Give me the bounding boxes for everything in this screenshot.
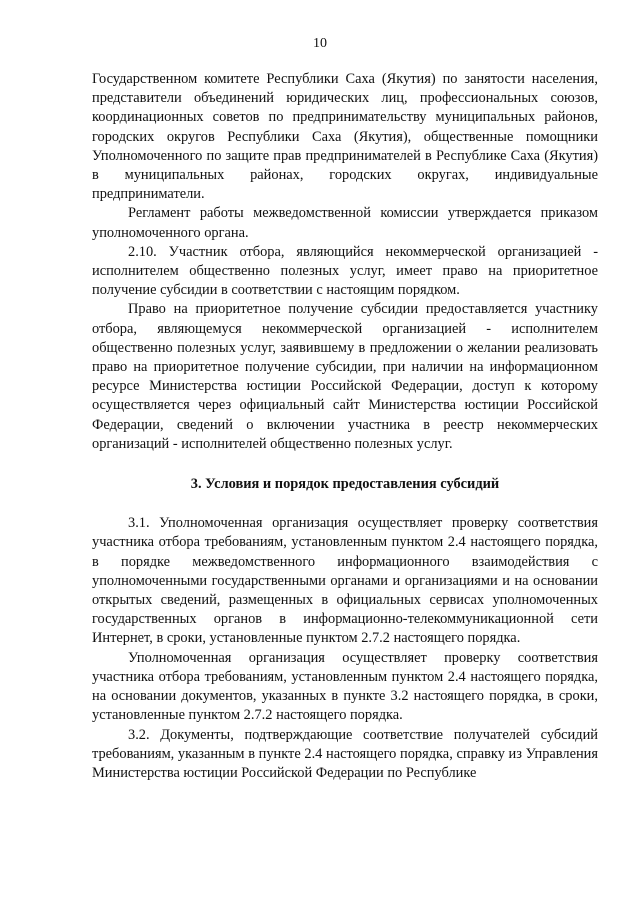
paragraph-verification: Уполномоченная организация осуществляет проверку соответствия участника отбора требованиям, установленным пунктом 2.4 настоящего порядка, на основании документов, указанных в пункте 3.2 настоящего порядка, в сроки, установленные пунктом 2.7.2 настоящего порядка. xyxy=(92,649,598,724)
paragraph-continuation: Государственном комитете Республики Саха (Якутия) по занятости населения, представители объединений юридических лиц, профессиональных союзов, координационных советов по предпринимательству муниципальных районов, городских округов Республики Саха (Якутия), общественные помощники Уполномоченного по защите прав предпринимателей в Республике Саха (Якутия) в муниципальных районах, городских округах, индивидуальные предприниматели. xyxy=(92,71,598,203)
paragraph-commission-regulations: Регламент работы межведомственной комиссии утверждается приказом уполномоченного органа. xyxy=(92,205,598,241)
paragraph-priority-right: Право на приоритетное получение субсидии предоставляется участнику отбора, являющемуся некоммерческой организацией - исполнителем общественно полезных услуг, заявившему в предложении о желании реализовать право на приоритетное получение субсидии, при наличии на информационном ресурсе Министерства юстиции Российской Федерации, доступ к которому осуществляется через официальный сайт Министерства юстиции Российской Федерации, сведений о включении участника в реестр некоммерческих организаций - исполнителей общественно полезных услуг. xyxy=(92,301,598,452)
paragraph-3-2: 3.2. Документы, подтверждающие соответствие получателей субсидий требованиям, указанным в пункте 2.4 настоящего порядка, справку из Управления Министерства юстиции Российской Федерации по Республике xyxy=(92,726,598,781)
paragraph-2-10: 2.10. Участник отбора, являющийся некоммерческой организацией - исполнителем общественно полезных услуг, имеет право на приоритетное получение субсидии в соответствии с настоящим порядком. xyxy=(92,243,598,299)
page-number: 10 xyxy=(313,36,327,51)
section-heading: 3. Условия и порядок предоставления субсидий xyxy=(190,476,500,493)
paragraph-3-1: 3.1. Уполномоченная организация осуществляет проверку соответствия участника отбора требованиям, установленным пунктом 2.4 настоящего порядка, в порядке межведомственного информационного взаимодействия с уполномоченными государственными органами и организациями и на основании открытых сведений, размещенных в официальных сервисах уполномоченных государственных органов в информационно-телекоммуникационной сети Интернет, в сроки, установленные пунктом 2.7.2 настоящего порядка. xyxy=(92,515,598,647)
document-body xyxy=(92,70,598,783)
